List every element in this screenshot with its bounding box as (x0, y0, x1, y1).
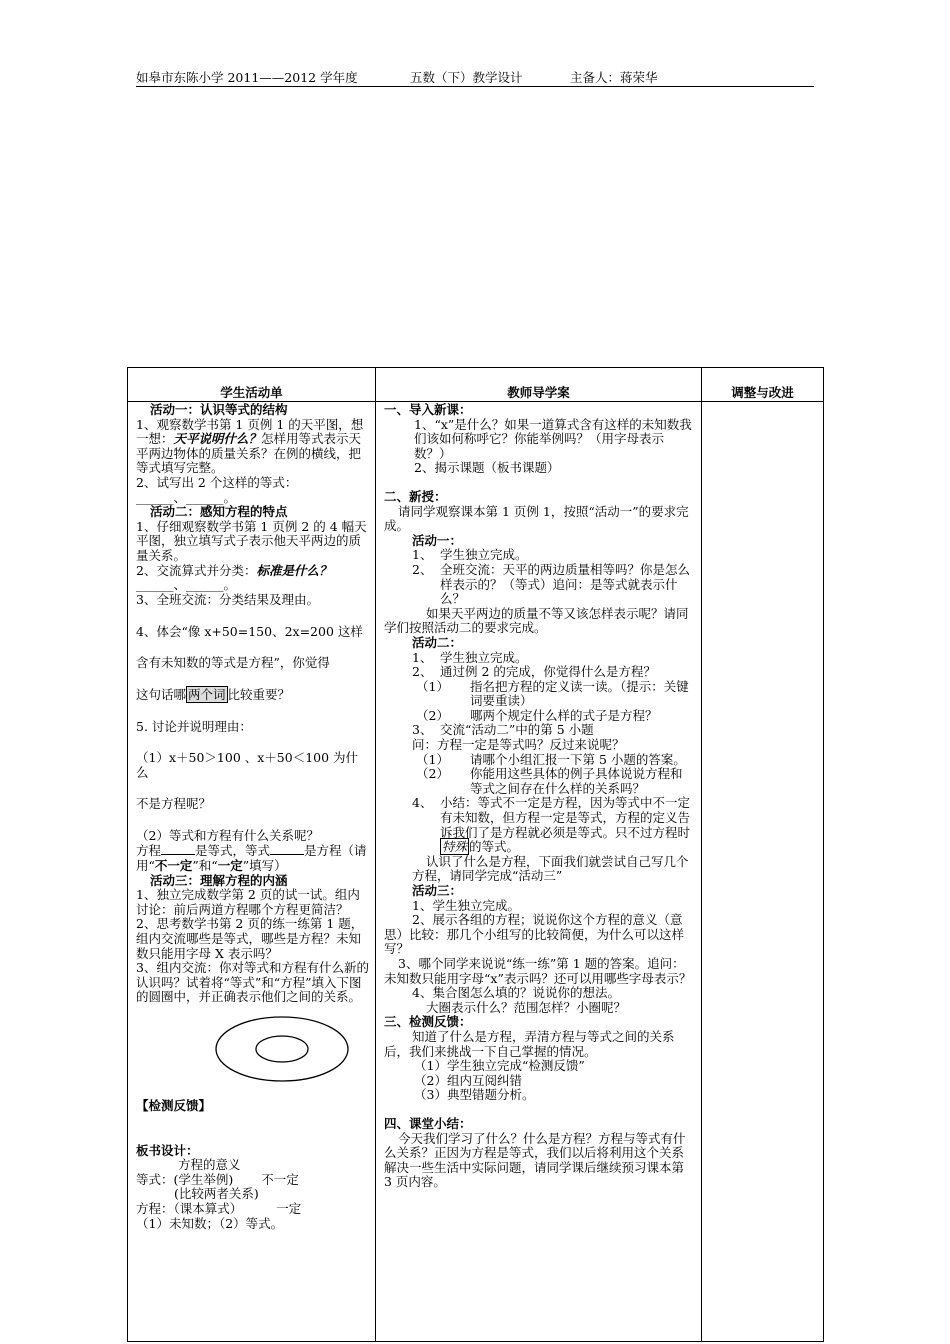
col-student-activity: 学生活动单 (128, 368, 376, 402)
activity3-label: 活动三： (412, 883, 463, 898)
act2-item3b: （2） 你能用这些具体的例子具体说说方程和等式之间存在什么样的关系吗？ (416, 766, 683, 796)
page-header (136, 68, 814, 87)
act2-item5: 认识了什么是方程，下面我们就尝试自己写几个方程，请同学完成“活动三” (412, 853, 689, 884)
activity3-item3: 3、组内交流：你对等式和方程有什么新的认识吗？试着将“等式”和“方程”填入下图的圆圈中，并正确表示他们之间的关系。 (136, 960, 369, 1005)
section3-item2: （2）组内互阅纠错 (414, 1072, 522, 1088)
activity2-item5a: （1）x＋50＞100 、x＋50＜100 为什么 (136, 750, 359, 780)
activity3-item2: 2、思考数学书第 2 页的练一练第 1 题，组内交流哪些是等式，哪些是方程？未知数只能用字母 X 表示吗？ (136, 916, 364, 961)
header-course: 五数（下）教学设计 (410, 70, 523, 85)
activity3-item1: 1、独立完成数学第 2 页的试一试。组内讨论：前后两道方程哪个方程更简洁？ (136, 887, 360, 917)
activity1-label: 活动一： (412, 532, 463, 548)
section1-item2: 2、揭示课题（板书课题） (414, 460, 560, 476)
section3-title: 三、检测反馈： (384, 1014, 472, 1030)
activity2-title: 活动二：感知方程的特点 (150, 504, 288, 520)
act2-item4: 4、 小结：等式不一定是方程，因为等式中不一定有未知数，但方程一定是等式，方程的定义告诉我们了是方程就必须是等式。只不过方程时特殊 的等式。 (412, 795, 691, 855)
lesson-table (127, 367, 824, 1342)
act3-item4: 4、集合图怎么填的？说说你的想法。 (412, 985, 620, 1001)
act2-item2: 2、 通过例 2 的完成，你觉得什么是方程？ (412, 664, 656, 680)
activity2-label: 活动二： (412, 634, 463, 650)
board-line1: 方程的意义 (178, 1157, 241, 1173)
activity2-item6: （2）等式和方程有什么关系呢？ (136, 827, 319, 843)
adjustment-cell (702, 402, 824, 1342)
section3-item1: （1）学生独立完成“检测反馈” (414, 1058, 585, 1074)
activity1-blank: ______、______。 (136, 489, 237, 505)
act2-item3: 3、 交流“活动二”中的第 5 小题 (412, 722, 594, 738)
activity1-title: 活动一：认识等式的结构 (150, 402, 288, 417)
act2-item2a: （1） 指名把方程的定义读一读。（提示：关键词要重读） (416, 678, 689, 709)
section4-title: 四、课堂小结： (384, 1115, 472, 1131)
activity2-item5b: 不是方程呢？ (136, 796, 212, 812)
section1-title: 一、导入新课： (384, 402, 472, 417)
activity3-title: 活动三：理解方程的内涵 (150, 872, 288, 888)
activity2-item7: 方程 是等式，等式 是方程（请用“不一定”和“一定”填写） (136, 843, 367, 874)
act3-item5: 大圈表示什么？范围怎样？小圈呢？ (426, 999, 627, 1015)
header-author: 主备人：蒋荣华 (570, 70, 658, 85)
nested-ellipses-diagram (136, 1005, 368, 1097)
activity2-blank: ______、______。 (136, 577, 237, 593)
activity2-item2: 2、交流算式并分类：标准是什么？ (136, 562, 332, 578)
section3-item3: （3）典型错题分析。 (414, 1087, 535, 1103)
act2-item3-question: 问：方程一定是等式吗？反过来说呢？ (412, 737, 625, 753)
act1-item2: 2、 全班交流：天平的两边质量相等吗？你是怎么样表示的？（等式）追问：是等式就表示什么？ (412, 561, 691, 607)
act1-item1: 1、 学生独立完成。 (412, 547, 528, 563)
section2-intro: 请同学观察课本第 1 页例 1，按照“活动一”的要求完成。 (384, 503, 689, 534)
act3-item1: 1、学生独立完成。 (412, 897, 520, 913)
section3-intro: 知道了什么是方程，弄清方程与等式之间的关系后，我们来挑战一下自己掌握的情况。 (384, 1028, 675, 1059)
board-design-title: 板书设计： (136, 1142, 199, 1158)
section2-title: 二、新授： (384, 488, 447, 504)
act2-item2b: （2） 哪两个规定什么样的式子是方程？ (416, 707, 658, 723)
activity2-item1: 1、仔细观察数学书第 1 页例 2 的 4 幅天平图，独立填写式子表示他天平两边的质量关系。 (136, 518, 367, 563)
act3-item2: 2、展示各组的方程；说说你这个方程的意义（意思）比较：那几个小组写的比较简便，为什么可以这样写？ (384, 912, 685, 957)
highlight-two-words: 两个词 (188, 686, 226, 702)
activity1-text: 1、观察数学书第 1 页例 1 的天平图，想一想：天平说明什么？怎样用等式表示天平两边物体的质量关系？在例的横线，把等式填写完整。 (136, 416, 364, 476)
activity2-item4a: 4、体会“像 x+50=150、2x=200 这样 (136, 624, 363, 640)
col-teacher-guide: 教师导学案 (376, 368, 702, 402)
section1-item1: 1、“x”是什么？如果一道算式含有这样的未知数我们该如何称呼它？你能举例吗？（用字母表示数？） (414, 416, 692, 461)
act2-item3a: （1） 请哪个小组汇报一下第 5 小题的答案。 (416, 751, 686, 767)
set-diagram (136, 1005, 369, 1097)
act1-item3: 如果天平两边的质量不等又该怎样表示呢？请同学们按照活动二的要求完成。 (384, 605, 689, 636)
section4-text: 今天我们学习了什么？什么是方程？方程与等式有什么关系？正因为方程是等式，我们以后将利用这个关系解决一些生活中实际问题，请同学课后继续预习课本第 3 页内容。 (384, 1130, 686, 1190)
header-school: 如皋市东陈小学 2011——2012 学年度 (136, 70, 358, 85)
outer-ellipse (216, 1017, 348, 1081)
act3-item3: 3、哪个同学来说说“练一练”第 1 题的答案。追问：未知数只能用字母“x”表示吗？还可以用哪些字母表示？ (384, 955, 692, 986)
check-feedback-label: 【检测反馈】 (136, 1098, 212, 1113)
activity2-item4b: 含有未知数的等式是方程”，你觉得 (136, 655, 330, 671)
board-line3: (比较两者关系) (174, 1186, 259, 1202)
inner-ellipse (256, 1036, 308, 1062)
board-line4: 方程：（课本算式） 一定 (136, 1200, 302, 1216)
col-adjustment: 调整与改进 (702, 368, 824, 402)
teacher-guide-cell (376, 402, 702, 1342)
activity2-item4c: 这句话哪 两个词 比较重要？ (136, 686, 291, 702)
activity2-item3: 3、全班交流：分类结果及理由。 (136, 591, 319, 607)
student-activity-cell (128, 402, 376, 1342)
activity1-item2: 2、试写出 2 个这样的等式： (136, 474, 298, 490)
act2-item1: 1、 学生独立完成。 (412, 649, 528, 665)
activity2-item5: 5. 讨论并说明理由： (136, 718, 252, 734)
highlight-special: 特殊 (442, 839, 468, 855)
board-line5: （1）未知数；（2）等式。 (136, 1215, 284, 1231)
board-line2: 等式：(学生举例) 不一定 (136, 1171, 299, 1187)
